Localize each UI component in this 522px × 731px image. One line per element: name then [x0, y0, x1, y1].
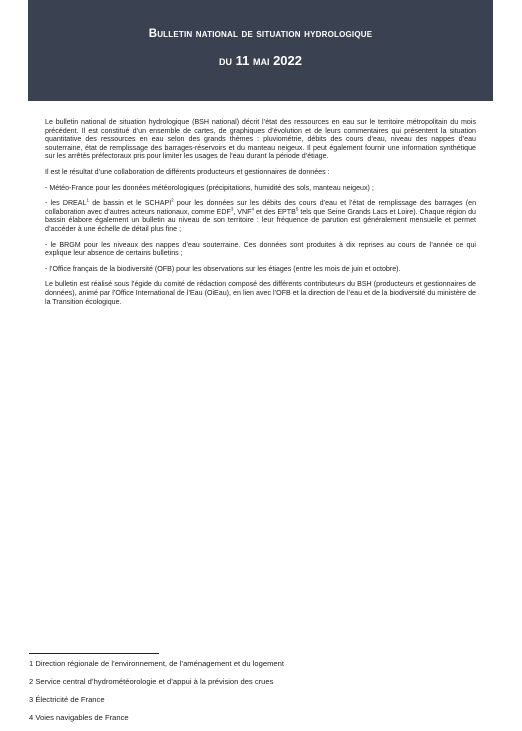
footnote-ref-2: 2: [171, 197, 174, 203]
dreal-item: - les DREAL$^1$ de bassin et le SCHAPI$^2$ pour les données sur les débits des cours d’eau et l’état de remplissage des barrages (en collaboration avec d’autres acteurs nationaux, comme EDF$^3$, VNF$^4$ et des EPTB$^5$ tels que Seine Grands Lacs et Loire). Chaque région du bassin élabore également un bulletin au niveau de son territoire : leur fréquence de parution est généralement mensuelle et permet d’accéder à une échelle de détail plus fine ;: [45, 197, 477, 233]
footnote-ref-1: 1: [86, 197, 89, 203]
footnote-3: 3 Électricité de France: [29, 695, 105, 704]
brgm-item: - le BRGM pour les niveaux des nappes d’eau souterraine. Ces données sont produites à dix reprises au cours de l’année ce qui explique leur absence de certains bulletins ;: [45, 240, 476, 258]
ofb-item: - l’Office français de la biodiversité (OFB) pour les observations sur les étiages (entre les mois de juin et octobre).: [45, 264, 401, 273]
title-banner: [28, 0, 493, 101]
footnote-2: 2 Service central d’hydrométéorologie et d’appui à la prévision des crues: [29, 677, 274, 686]
footnote-1: 1 Direction régionale de l’environnement, de l’aménagement et du logement: [29, 659, 284, 668]
intro-paragraph: Le bulletin national de situation hydrologique (BSH national) décrit l’état des ressources en eau sur le territoire métropolitain du mois précédent. Il est constitué d’un ensemble de cartes, de graphiques d’évolution et de leurs commentaires qui présentent la situation quantitative des ressources en eau selon des grands thèmes : pluviométrie, débits des cours d’eau, niveau des nappes d’eau souterraine, état de remplissage des barrages-réservoirs et du manteau neigeux. Il peut également fournir une information synthétique sur les arrêtés préfectoraux pris pour limiter les usages de l’eau durant la période d’étiage.: [45, 118, 476, 161]
meteo-france-item: - Météo-France pour les données météorologiques (précipitations, humidité des sols, manteau neigeux) ;: [45, 183, 374, 192]
document-title: Bulletin national de situation hydrologique: [148, 28, 373, 40]
committee-paragraph: Le bulletin est réalisé sous l’égide du comité de rédaction composé des différents contributeurs du BSH (producteurs et gestionnaires de données), animé par l’Office International de l’Eau (OiEau), en lien avec l’OFB et la direction de l’eau et de la biodiversité du ministère de la Transition écologique.: [45, 280, 476, 306]
document-date: du 11 mai 2022: [219, 53, 302, 68]
footnote-ref-4: 4: [251, 206, 254, 212]
footnote-ref-3: 3: [230, 206, 234, 212]
collaboration-paragraph: Il est le résultat d’une collaboration de différents producteurs et gestionnaires de données :: [45, 167, 330, 176]
footnote-4: 4 Voies navigables de France: [29, 713, 129, 722]
body-text: [45, 118, 476, 313]
footnotes: [29, 659, 489, 731]
footnote-separator: [29, 653, 159, 654]
footnote-ref-5: 5: [295, 206, 299, 212]
